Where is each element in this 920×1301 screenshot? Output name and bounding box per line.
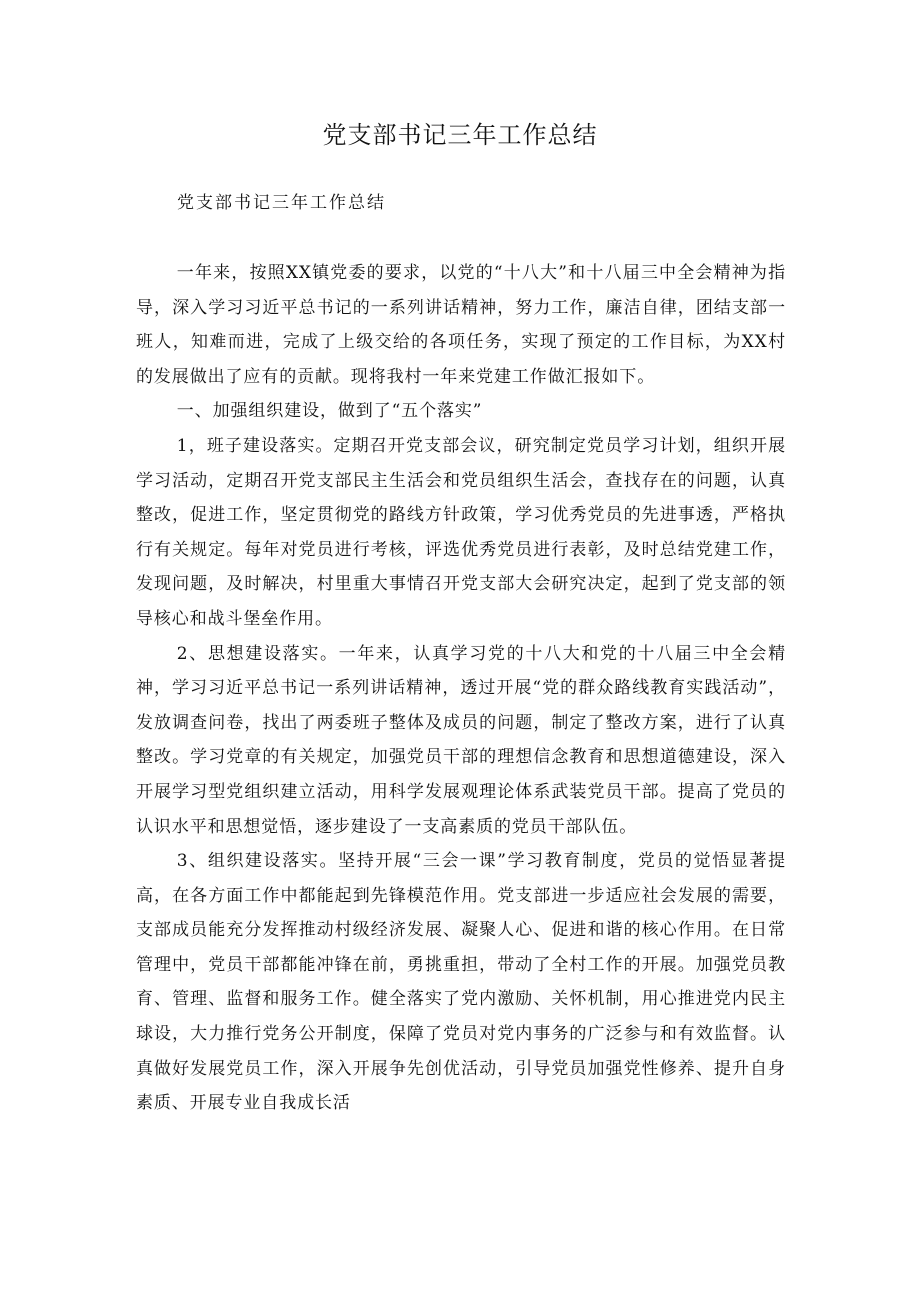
- paragraph-intro: 一年来，按照XX镇党委的要求，以党的“十八大”和十八届三中全会精神为指导，深入学习习近平总书记的一系列讲话精神，努力工作，廉洁自律，团结支部一班人，知难而进，完成了上级交给的各项任务，实现了预定的工作目标，为XX村的发展做出了应有的贡献。现将我村一年来党建工作做汇报如下。: [136, 263, 786, 387]
- paragraph-item-1: 1，班子建设落实。定期召开党支部会议，研究制定党员学习计划，组织开展学习活动，定期召开党支部民主生活会和党员组织生活会，查找存在的问题，认真整改，促进工作，坚定贯彻党的路线方针政策，学习优秀党员的先进事透，严格执行有关规定。每年对党员进行考核，评选优秀党员进行表彰，及时总结党建工作，发现问题，及时解决，村里重大事情召开党支部大会研究决定，起到了党支部的领导核心和战斗堡垒作用。: [136, 435, 786, 629]
- paragraph-item-2: 2、思想建设落实。一年来，认真学习党的十八大和党的十八届三中全会精神，学习习近平总书记一系列讲话精神，透过开展“党的群众路线教育实践活动”，发放调查问卷，找出了两委班子整体及成员的问题，制定了整改方案，进行了认真整改。学习党章的有关规定，加强党员干部的理想信念教育和思想道德建设，深入开展学习型党组织建立活动，用科学发展观理论体系武装党员干部。提高了党员的认识水平和思想觉悟，逐步建设了一支高素质的党员干部队伍。: [136, 643, 786, 837]
- paragraph-item-3: 3、组织建设落实。坚持开展“三会一课”学习教育制度，党员的觉悟显著提高，在各方面工作中都能起到先锋模范作用。党支部进一步适应社会发展的需要，支部成员能充分发挥推动村级经济发展、凝聚人心、促进和谐的核心作用。在日常管理中，党员干部都能冲锋在前，勇挑重担，带动了全村工作的开展。加强党员教育、管理、监督和服务工作。健全落实了党内激励、关怀机制，用心推进党内民主球设，大力推行党务公开制度，保障了党员对党内事务的广泛参与和有效监督。认真做好发展党员工作，深入开展争先创优活动，引导党员加强党性修养、提升自身素质、开展专业自我成长活: [136, 851, 786, 1114]
- section-heading: 一、加强组织建设，做到了“五个落实”: [176, 401, 483, 422]
- document-title: 党支部书记三年工作总结: [322, 121, 598, 149]
- document-body: [136, 256, 786, 1121]
- document-subtitle: 党支部书记三年工作总结: [177, 193, 386, 213]
